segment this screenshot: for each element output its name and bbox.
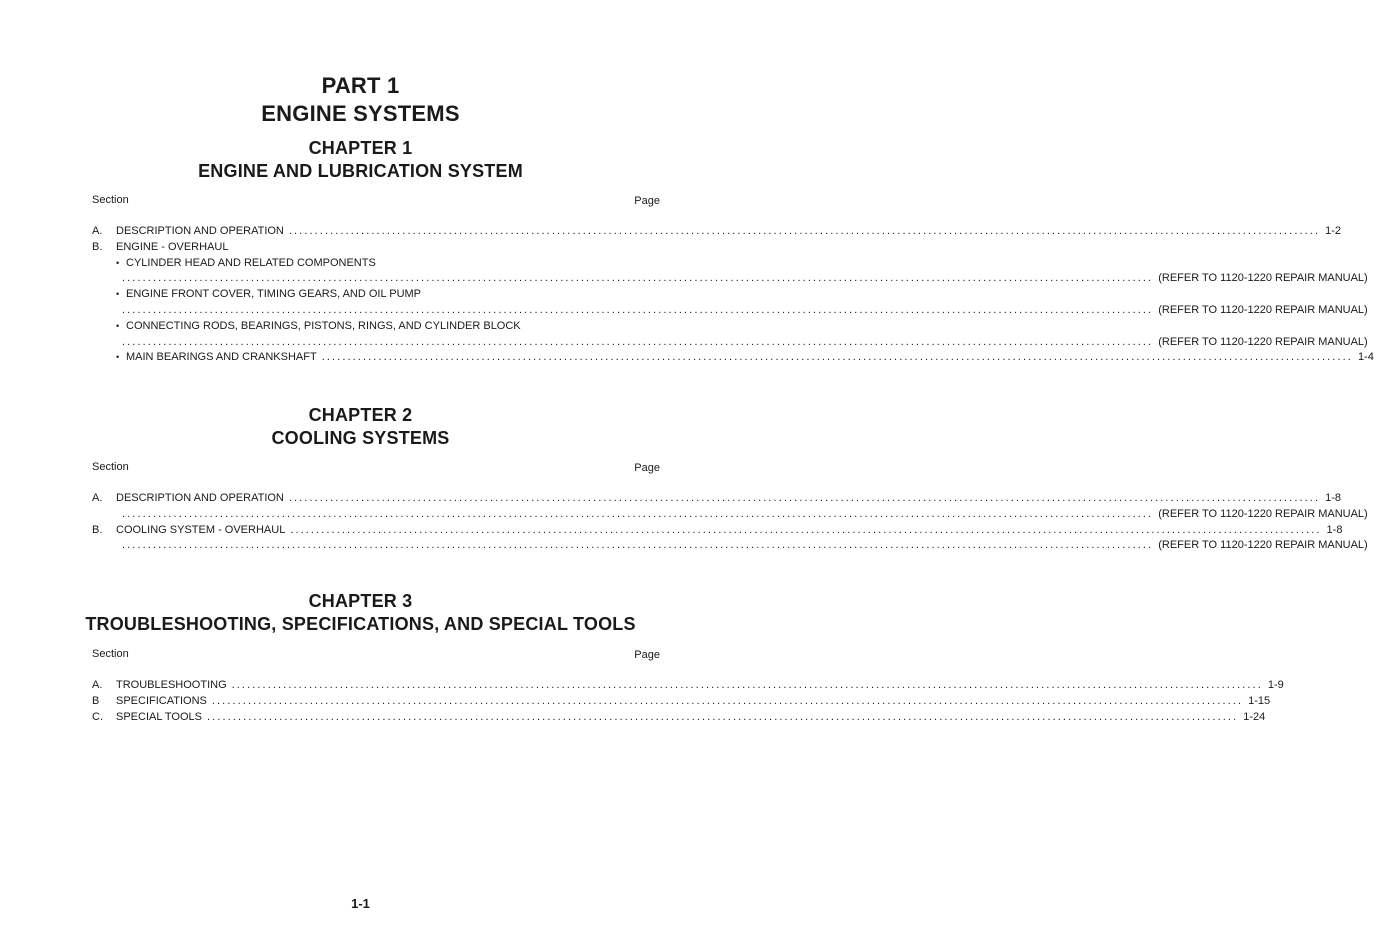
toc-entry-page: (REFER TO 1120-1220 REPAIR MANUAL) <box>1158 507 1368 520</box>
toc-entry-page: (REFER TO 1120-1220 REPAIR MANUAL) <box>1158 272 1368 285</box>
toc-entry-letter: B. <box>92 240 103 253</box>
dot-leader: ........................................................................................................................................................................................................ <box>231 679 1263 691</box>
toc-entry-page: 1-8 <box>1325 492 1342 504</box>
bullet-icon: • <box>116 352 120 363</box>
toc-entry <box>92 302 1368 318</box>
toc-entry-label: CYLINDER HEAD AND RELATED COMPONENTS <box>126 256 376 269</box>
dot-leader: ........................................................................................................................................................................................................ <box>321 351 1353 364</box>
part-number: PART 1 <box>321 73 400 98</box>
toc-entry-page: 1-4 <box>1357 351 1374 364</box>
toc-entry-letter: C. <box>92 710 103 723</box>
toc-entry-page: 1-9 <box>1267 679 1284 691</box>
dot-leader: ........................................................................................................................................................................................................ <box>211 694 1244 707</box>
toc-entry-label: COOLING SYSTEM - OVERHAUL <box>116 523 286 536</box>
toc-entry <box>92 286 684 302</box>
chapter-3-number: CHAPTER 3 <box>308 591 413 611</box>
dot-leader: ........................................................................................................................................................................................................ <box>122 335 1154 348</box>
chapter-2-page-header: Page <box>634 462 660 474</box>
toc-entry-letter: A. <box>92 492 103 504</box>
toc-entry <box>92 255 684 271</box>
bullet-icon: • <box>116 289 120 300</box>
toc-entry-letter: B <box>92 694 100 707</box>
toc-entry-page: (REFER TO 1120-1220 REPAIR MANUAL) <box>1158 304 1368 316</box>
chapter-2-title: COOLING SYSTEMS <box>271 428 450 448</box>
toc-entry-label: ENGINE - OVERHAUL <box>116 240 229 253</box>
dot-leader: ........................................................................................................................................................................................................ <box>288 492 1321 504</box>
toc-entry-label: DESCRIPTION AND OPERATION <box>116 492 284 504</box>
toc-entry-page: 1-8 <box>1326 523 1343 536</box>
dot-leader: ........................................................................................................................................................................................................ <box>122 304 1154 316</box>
toc-entry <box>92 239 660 255</box>
dot-leader: ........................................................................................................................................................................................................ <box>122 507 1154 520</box>
dot-leader: ........................................................................................................................................................................................................ <box>288 225 1321 237</box>
part-title: ENGINE SYSTEMS <box>261 101 460 126</box>
dot-leader: ........................................................................................................................................................................................................ <box>290 523 1322 536</box>
dot-leader: ........................................................................................................................................................................................................ <box>122 539 1154 552</box>
bullet-icon: • <box>116 257 120 268</box>
toc-entry-page: (REFER TO 1120-1220 REPAIR MANUAL) <box>1158 335 1368 348</box>
dot-leader: ........................................................................................................................................................................................................ <box>122 272 1154 285</box>
toc-entry <box>92 270 1368 286</box>
toc-entry-label: ENGINE FRONT COVER, TIMING GEARS, AND OIL PUMP <box>126 288 422 301</box>
chapter-1-number: CHAPTER 1 <box>308 138 413 158</box>
chapter-2-section-header: Section <box>92 461 129 473</box>
toc-entry <box>92 709 1266 725</box>
toc-entry-letter: B. <box>92 523 103 536</box>
toc-entry <box>92 677 1284 693</box>
toc-entry-label: SPECIFICATIONS <box>116 694 207 707</box>
toc-entry-page: (REFER TO 1120-1220 REPAIR MANUAL) <box>1158 539 1368 552</box>
toc-entry-label: CONNECTING RODS, BEARINGS, PISTONS, RINGS, AND CYLINDER BLOCK <box>126 319 521 332</box>
toc-entry <box>92 522 1343 538</box>
bullet-icon: • <box>116 320 120 331</box>
chapter-1-section-header: Section <box>92 194 129 206</box>
chapter-2-number: CHAPTER 2 <box>308 405 413 425</box>
toc-entry <box>92 537 1368 553</box>
toc-entry-page: 1-2 <box>1325 225 1342 237</box>
toc-entry-label: SPECIAL TOOLS <box>116 710 203 723</box>
toc-entry-label: MAIN BEARINGS AND CRANKSHAFT <box>126 351 317 364</box>
toc-entry <box>92 693 1271 709</box>
toc-entry <box>92 334 1368 350</box>
chapter-1-page-header: Page <box>634 195 660 207</box>
chapter-3-page-header: Page <box>634 649 660 661</box>
toc-entry <box>92 223 1342 239</box>
chapter-3-title: TROUBLESHOOTING, SPECIFICATIONS, AND SPECIAL TOOLS <box>85 614 636 634</box>
chapter-3-section-header: Section <box>92 648 129 660</box>
toc-entry-letter: A. <box>92 679 103 691</box>
toc-entry <box>92 318 684 334</box>
toc-entry-page: 1-15 <box>1248 694 1271 707</box>
toc-entry-label: TROUBLESHOOTING <box>116 679 227 691</box>
toc-entry-label: DESCRIPTION AND OPERATION <box>116 225 284 237</box>
toc-entry <box>92 490 1342 506</box>
toc-entry-page: 1-24 <box>1243 710 1266 723</box>
page-number: 1-1 <box>351 896 370 911</box>
dot-leader: ........................................................................................................................................................................................................ <box>207 710 1239 723</box>
chapter-1-title: ENGINE AND LUBRICATION SYSTEM <box>198 161 523 181</box>
toc-entry <box>92 506 1368 522</box>
toc-entry <box>92 349 1374 365</box>
toc-entry-letter: A. <box>92 225 103 237</box>
